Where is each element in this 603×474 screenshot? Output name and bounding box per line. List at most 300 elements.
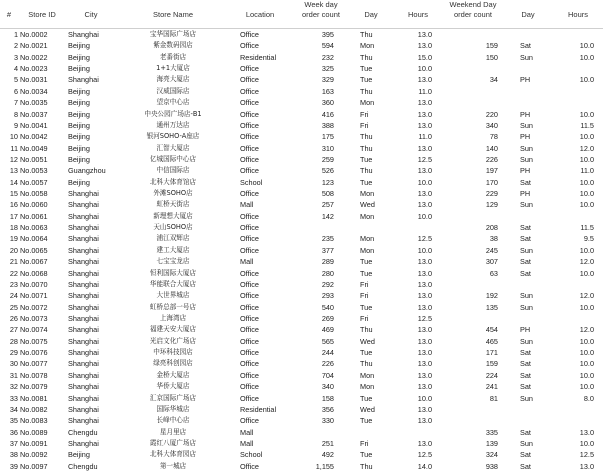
cell-weekend-day[interactable]: Sun xyxy=(520,291,533,301)
table-row[interactable] xyxy=(0,165,603,176)
cell-weekday-day[interactable]: Tue xyxy=(360,154,373,164)
cell-weekend-hours[interactable]: 10.0 xyxy=(579,302,594,312)
cell-weekday-day[interactable]: Wed xyxy=(360,404,375,414)
cell-weekday-hours[interactable]: 13.0 xyxy=(417,359,432,369)
header-weekday-day[interactable]: Day xyxy=(364,10,378,19)
cell-weekend-day[interactable]: Sat xyxy=(520,348,531,358)
cell-weekday-day[interactable]: Tue xyxy=(360,257,373,267)
cell-location[interactable]: Office xyxy=(240,64,259,74)
cell-city[interactable]: Shanghai xyxy=(68,257,99,267)
cell-weekday-day[interactable]: Mon xyxy=(360,245,375,255)
cell-store-name[interactable]: 浦江双辉店 xyxy=(156,234,190,243)
cell-weekend-hours[interactable]: 11.5 xyxy=(580,223,594,233)
cell-weekday-count[interactable]: 257 xyxy=(321,200,334,210)
cell-weekday-hours[interactable]: 13.0 xyxy=(417,143,432,153)
header-weekend-hours[interactable]: Hours xyxy=(567,10,588,19)
cell-row-index[interactable]: 13 xyxy=(9,166,18,176)
cell-weekday-count[interactable]: 360 xyxy=(321,98,334,108)
cell-city[interactable]: Shanghai xyxy=(68,393,99,403)
cell-location[interactable]: Mall xyxy=(240,427,254,437)
cell-store-id[interactable]: No.0097 xyxy=(20,461,48,471)
table-row[interactable] xyxy=(0,381,603,392)
cell-weekday-hours[interactable]: 13.0 xyxy=(417,120,432,130)
table-row[interactable] xyxy=(0,438,603,449)
cell-weekday-day[interactable]: Thu xyxy=(360,30,373,39)
cell-weekend-hours[interactable]: 8.0 xyxy=(583,393,594,403)
cell-weekday-count[interactable]: 226 xyxy=(321,359,334,369)
cell-store-id[interactable]: No.0041 xyxy=(20,120,48,130)
cell-weekday-count[interactable]: 540 xyxy=(321,302,334,312)
cell-store-name[interactable]: 恒利国际大厦店 xyxy=(149,268,197,277)
cell-city[interactable]: Beijing xyxy=(68,98,90,108)
cell-store-id[interactable]: No.0021 xyxy=(20,41,48,51)
cell-weekday-hours[interactable]: 13.0 xyxy=(417,41,432,51)
cell-weekend-hours[interactable]: 11.5 xyxy=(580,120,594,130)
cell-weekday-count[interactable]: 416 xyxy=(321,109,334,119)
cell-weekend-day[interactable]: Sat xyxy=(520,268,531,278)
cell-weekend-day[interactable]: Sat xyxy=(520,427,531,437)
cell-weekend-hours[interactable]: 12.5 xyxy=(579,450,594,460)
cell-weekend-day[interactable]: PH xyxy=(520,109,531,119)
cell-weekday-count[interactable]: 232 xyxy=(321,52,334,62)
cell-weekend-day[interactable]: Sun xyxy=(520,154,533,164)
cell-store-id[interactable]: No.0082 xyxy=(20,404,48,414)
cell-store-name[interactable]: 绿亮科创园店 xyxy=(153,359,193,368)
cell-weekend-hours[interactable]: 10.0 xyxy=(579,200,594,210)
cell-row-index[interactable]: 37 xyxy=(9,438,18,448)
cell-weekend-day[interactable]: Sun xyxy=(520,200,533,210)
cell-weekend-day[interactable]: Sat xyxy=(520,223,531,233)
cell-weekday-count[interactable]: 235 xyxy=(321,234,334,244)
cell-weekend-hours[interactable]: 12.0 xyxy=(579,257,594,267)
cell-city[interactable]: Shanghai xyxy=(68,200,99,210)
table-row[interactable] xyxy=(0,245,603,256)
cell-row-index[interactable]: 16 xyxy=(9,200,18,210)
cell-weekday-count[interactable]: 594 xyxy=(321,41,334,51)
cell-row-index[interactable]: 11 xyxy=(10,143,18,153)
cell-weekday-hours[interactable]: 13.0 xyxy=(417,438,432,448)
cell-store-id[interactable]: No.0073 xyxy=(20,314,48,323)
cell-row-index[interactable]: 27 xyxy=(9,325,18,335)
cell-weekday-day[interactable]: Thu xyxy=(360,325,373,335)
cell-city[interactable]: Beijing xyxy=(68,132,90,142)
cell-location[interactable]: Office xyxy=(240,120,259,130)
cell-row-index[interactable]: 9 xyxy=(13,120,18,130)
cell-location[interactable]: Office xyxy=(240,132,259,142)
header-weekday-order-count[interactable] xyxy=(290,0,352,19)
cell-store-name[interactable]: 金桥大厦店 xyxy=(156,370,190,379)
cell-weekday-day[interactable]: Tue xyxy=(360,348,373,358)
cell-weekend-count[interactable]: 170 xyxy=(485,177,498,187)
cell-weekend-hours[interactable]: 10.0 xyxy=(579,336,594,346)
cell-weekday-day[interactable]: Thu xyxy=(360,461,373,471)
cell-weekday-hours[interactable]: 13.0 xyxy=(417,189,432,199)
cell-weekday-day[interactable]: Wed xyxy=(360,336,375,346)
cell-weekday-hours[interactable]: 13.0 xyxy=(417,382,432,392)
cell-location[interactable]: Residential xyxy=(240,52,277,62)
cell-weekend-count[interactable]: 129 xyxy=(485,200,498,210)
cell-weekend-count[interactable]: 159 xyxy=(485,41,498,51)
cell-weekend-count[interactable]: 226 xyxy=(485,154,498,164)
cell-weekend-hours[interactable]: 10.0 xyxy=(579,370,594,380)
cell-city[interactable]: Shanghai xyxy=(68,75,99,85)
cell-row-index[interactable]: 31 xyxy=(9,370,18,380)
header-weekend-day[interactable]: Day xyxy=(521,10,535,19)
cell-city[interactable]: Shanghai xyxy=(68,189,99,199)
cell-store-id[interactable]: No.0037 xyxy=(20,109,48,119)
cell-weekday-day[interactable]: Mon xyxy=(360,234,375,244)
cell-location[interactable]: Office xyxy=(240,75,259,85)
cell-store-id[interactable]: No.0022 xyxy=(20,52,48,62)
cell-weekend-count[interactable]: 38 xyxy=(489,234,498,244)
cell-store-id[interactable]: No.0089 xyxy=(20,427,48,437)
cell-weekday-day[interactable]: Tue xyxy=(360,416,373,426)
cell-store-name[interactable]: 光启文化广场店 xyxy=(149,336,197,345)
cell-city[interactable]: Beijing xyxy=(68,177,90,187)
cell-weekday-hours[interactable]: 13.0 xyxy=(417,348,432,358)
cell-location[interactable]: Office xyxy=(240,86,259,96)
cell-store-id[interactable]: No.0075 xyxy=(20,336,48,346)
table-row[interactable] xyxy=(0,52,603,63)
cell-weekday-count[interactable]: 565 xyxy=(321,336,334,346)
cell-weekend-day[interactable]: Sat xyxy=(520,461,531,471)
table-row[interactable] xyxy=(0,74,603,85)
cell-store-name[interactable]: 华侨大厦店 xyxy=(156,382,190,391)
cell-store-name[interactable]: 新理想大厦店 xyxy=(153,211,193,220)
header-index[interactable]: # xyxy=(6,10,12,19)
cell-store-name[interactable]: 通州万达店 xyxy=(156,120,190,129)
cell-city[interactable]: Shanghai xyxy=(68,30,99,39)
cell-weekend-day[interactable]: PH xyxy=(520,75,531,85)
cell-location[interactable]: Mall xyxy=(240,438,254,448)
table-row[interactable] xyxy=(0,370,603,381)
cell-store-id[interactable]: No.0034 xyxy=(20,86,48,96)
cell-weekend-day[interactable]: Sun xyxy=(520,52,533,62)
cell-store-name[interactable]: 中环科技园店 xyxy=(153,348,193,357)
cell-city[interactable]: Shanghai xyxy=(68,314,99,323)
cell-weekend-day[interactable]: Sat xyxy=(520,450,531,460)
table-row[interactable] xyxy=(0,279,603,290)
cell-city[interactable]: Beijing xyxy=(68,64,90,74)
cell-weekday-hours[interactable]: 13.0 xyxy=(417,404,432,414)
cell-store-id[interactable]: No.0058 xyxy=(20,189,48,199)
cell-weekend-day[interactable]: Sun xyxy=(520,393,533,403)
cell-weekend-hours[interactable]: 10.0 xyxy=(579,154,594,164)
cell-weekend-count[interactable]: 171 xyxy=(485,348,498,358)
cell-row-index[interactable]: 30 xyxy=(9,359,18,369)
cell-location[interactable]: Residential xyxy=(240,404,277,414)
cell-weekday-day[interactable]: Tue xyxy=(360,302,373,312)
cell-weekday-hours[interactable]: 13.0 xyxy=(417,200,432,210)
table-row[interactable] xyxy=(0,256,603,267)
cell-city[interactable]: Shanghai xyxy=(68,382,99,392)
table-row[interactable] xyxy=(0,449,603,460)
cell-store-id[interactable]: No.0071 xyxy=(20,291,48,301)
cell-store-name[interactable]: 宝华国际广场店 xyxy=(149,30,197,38)
cell-weekend-count[interactable]: 229 xyxy=(485,189,498,199)
cell-weekend-day[interactable]: Sat xyxy=(520,359,531,369)
cell-city[interactable]: Beijing xyxy=(68,86,90,96)
table-row[interactable] xyxy=(0,199,603,210)
cell-weekday-hours[interactable]: 13.0 xyxy=(417,30,432,39)
cell-weekday-day[interactable]: Fri xyxy=(360,109,369,119)
cell-row-index[interactable]: 12 xyxy=(9,154,18,164)
cell-weekend-count[interactable]: 938 xyxy=(485,461,498,471)
cell-location[interactable]: Office xyxy=(240,279,259,289)
cell-row-index[interactable]: 5 xyxy=(13,75,18,85)
cell-location[interactable]: Office xyxy=(240,382,259,392)
cell-weekend-hours[interactable]: 10.0 xyxy=(579,189,594,199)
table-row[interactable] xyxy=(0,415,603,426)
cell-city[interactable]: Shanghai xyxy=(68,234,99,244)
table-row[interactable] xyxy=(0,109,603,120)
table-row[interactable] xyxy=(0,143,603,154)
cell-location[interactable]: Office xyxy=(240,189,259,199)
cell-location[interactable]: Office xyxy=(240,98,259,108)
cell-weekend-hours[interactable]: 9.5 xyxy=(583,234,594,244)
cell-store-id[interactable]: No.0031 xyxy=(20,75,48,85)
cell-location[interactable]: Office xyxy=(240,143,259,153)
table-row[interactable] xyxy=(0,358,603,369)
cell-weekday-hours[interactable]: 13.0 xyxy=(417,325,432,335)
cell-weekday-count[interactable]: 158 xyxy=(321,393,334,403)
cell-weekday-day[interactable]: Tue xyxy=(360,64,373,74)
cell-weekend-hours[interactable]: 13.0 xyxy=(579,427,594,437)
table-row[interactable] xyxy=(0,40,603,51)
cell-weekday-hours[interactable]: 10.0 xyxy=(417,64,432,74)
cell-store-id[interactable]: No.0023 xyxy=(20,64,48,74)
cell-store-name[interactable]: 汉威国际店 xyxy=(156,86,190,95)
cell-location[interactable]: Office xyxy=(240,268,259,278)
cell-store-name[interactable]: 北科大体育园店 xyxy=(149,450,197,459)
cell-store-name[interactable]: 福建天安大厦店 xyxy=(149,325,197,334)
cell-weekend-hours[interactable]: 13.0 xyxy=(579,461,594,471)
cell-row-index[interactable]: 10 xyxy=(9,132,18,142)
cell-weekday-hours[interactable]: 13.0 xyxy=(417,268,432,278)
cell-weekday-count[interactable]: 526 xyxy=(321,166,334,176)
cell-city[interactable]: Beijing xyxy=(68,109,90,119)
cell-row-index[interactable]: 17 xyxy=(9,211,18,221)
cell-city[interactable]: Shanghai xyxy=(68,404,99,414)
cell-weekday-hours[interactable]: 14.0 xyxy=(417,461,432,471)
table-row[interactable] xyxy=(0,131,603,142)
cell-weekend-count[interactable]: 465 xyxy=(485,336,498,346)
cell-city[interactable]: Guangzhou xyxy=(68,166,106,176)
cell-row-index[interactable]: 29 xyxy=(9,348,18,358)
cell-row-index[interactable]: 21 xyxy=(9,257,18,267)
cell-weekend-count[interactable]: 208 xyxy=(485,223,498,233)
cell-location[interactable]: Office xyxy=(240,302,259,312)
cell-weekend-count[interactable]: 150 xyxy=(485,52,498,62)
cell-row-index[interactable]: 15 xyxy=(9,189,18,199)
table-row[interactable] xyxy=(0,336,603,347)
cell-weekday-count[interactable]: 330 xyxy=(321,416,334,426)
table-row[interactable] xyxy=(0,211,603,222)
cell-store-id[interactable]: No.0064 xyxy=(20,234,48,244)
cell-weekday-day[interactable]: Tue xyxy=(360,177,373,187)
cell-location[interactable]: Office xyxy=(240,416,259,426)
header-city[interactable]: City xyxy=(84,10,98,19)
cell-row-index[interactable]: 14 xyxy=(9,177,18,187)
cell-row-index[interactable]: 6 xyxy=(13,86,18,96)
cell-weekday-count[interactable]: 704 xyxy=(321,370,334,380)
cell-weekday-count[interactable]: 469 xyxy=(321,325,334,335)
cell-weekend-hours[interactable]: 10.0 xyxy=(579,382,594,392)
table-row[interactable] xyxy=(0,222,603,233)
cell-store-id[interactable]: No.0078 xyxy=(20,370,48,380)
cell-location[interactable]: Office xyxy=(240,461,259,471)
cell-weekday-count[interactable]: 325 xyxy=(321,64,334,74)
cell-city[interactable]: Shanghai xyxy=(68,291,99,301)
cell-weekday-day[interactable]: Fri xyxy=(360,438,369,448)
cell-weekend-hours[interactable]: 10.0 xyxy=(579,438,594,448)
cell-weekend-day[interactable]: Sun xyxy=(520,120,533,130)
cell-weekday-hours[interactable]: 10.0 xyxy=(417,245,432,255)
cell-store-name[interactable]: 建工大厦店 xyxy=(156,245,190,254)
table-row[interactable] xyxy=(0,29,603,40)
cell-row-index[interactable]: 3 xyxy=(13,52,18,62)
cell-row-index[interactable]: 23 xyxy=(9,279,18,289)
cell-row-index[interactable]: 25 xyxy=(9,302,18,312)
cell-weekend-count[interactable]: 140 xyxy=(485,143,498,153)
table-row[interactable] xyxy=(0,290,603,301)
cell-store-name[interactable]: 银河SOHO-A座店 xyxy=(146,132,200,141)
cell-store-name[interactable]: 中信国际店 xyxy=(156,166,190,175)
cell-weekday-hours[interactable]: 13.0 xyxy=(417,291,432,301)
cell-store-name[interactable]: 华能联合大厦店 xyxy=(149,279,197,288)
cell-weekday-count[interactable]: 259 xyxy=(321,154,334,164)
cell-weekday-hours[interactable]: 12.5 xyxy=(417,314,432,323)
cell-store-id[interactable]: No.0057 xyxy=(20,177,48,187)
header-weekend-order-count[interactable] xyxy=(440,0,506,19)
cell-weekday-day[interactable]: Mon xyxy=(360,211,375,221)
cell-location[interactable]: Mall xyxy=(240,257,254,267)
cell-weekday-count[interactable]: 163 xyxy=(321,86,334,96)
cell-weekend-hours[interactable]: 10.0 xyxy=(579,109,594,119)
cell-weekday-hours[interactable]: 15.0 xyxy=(417,52,432,62)
cell-location[interactable]: Office xyxy=(240,154,259,164)
cell-weekday-hours[interactable]: 12.5 xyxy=(417,234,432,244)
cell-row-index[interactable]: 7 xyxy=(13,98,18,108)
cell-weekday-day[interactable]: Thu xyxy=(360,52,373,62)
cell-weekend-count[interactable]: 159 xyxy=(485,359,498,369)
cell-city[interactable]: Shanghai xyxy=(68,211,99,221)
table-row[interactable] xyxy=(0,461,603,472)
cell-store-id[interactable]: No.0049 xyxy=(20,143,48,153)
cell-city[interactable]: Shanghai xyxy=(68,325,99,335)
cell-row-index[interactable]: 4 xyxy=(13,64,18,74)
table-row[interactable] xyxy=(0,154,603,165)
cell-row-index[interactable]: 35 xyxy=(9,416,18,426)
cell-city[interactable]: Beijing xyxy=(68,450,90,460)
cell-weekend-day[interactable]: Sat xyxy=(520,370,531,380)
cell-store-name[interactable]: 虹桥天街店 xyxy=(156,200,190,209)
cell-store-id[interactable]: No.0068 xyxy=(20,268,48,278)
cell-weekday-hours[interactable]: 13.0 xyxy=(417,98,432,108)
cell-store-name[interactable]: 长峰中心店 xyxy=(156,416,190,425)
cell-weekend-day[interactable]: Sun xyxy=(520,245,533,255)
cell-city[interactable]: Beijing xyxy=(68,52,90,62)
cell-store-id[interactable]: No.0074 xyxy=(20,325,48,335)
table-row[interactable] xyxy=(0,393,603,404)
cell-store-id[interactable]: No.0065 xyxy=(20,245,48,255)
cell-store-name[interactable]: 亿城国际中心店 xyxy=(149,154,197,163)
cell-store-id[interactable]: No.0042 xyxy=(20,132,48,142)
cell-weekday-day[interactable]: Thu xyxy=(360,86,373,96)
cell-weekend-hours[interactable]: 10.0 xyxy=(579,132,594,142)
cell-weekend-day[interactable]: Sat xyxy=(520,41,531,51)
cell-store-id[interactable]: No.0072 xyxy=(20,302,48,312)
table-row[interactable] xyxy=(0,313,603,324)
cell-weekend-hours[interactable]: 10.0 xyxy=(579,52,594,62)
cell-weekend-day[interactable]: Sat xyxy=(520,234,531,244)
cell-city[interactable]: Chengdu xyxy=(68,427,98,437)
cell-weekend-count[interactable]: 340 xyxy=(485,120,498,130)
cell-weekday-count[interactable]: 1,155 xyxy=(315,461,334,471)
cell-weekday-hours[interactable]: 13.0 xyxy=(417,336,432,346)
cell-store-id[interactable]: No.0061 xyxy=(20,211,48,221)
cell-weekday-day[interactable]: Thu xyxy=(360,359,373,369)
cell-store-name[interactable]: 1+1大厦店 xyxy=(156,64,190,73)
cell-weekday-count[interactable]: 310 xyxy=(321,143,334,153)
cell-row-index[interactable]: 22 xyxy=(9,268,18,278)
cell-weekday-day[interactable]: Thu xyxy=(360,132,373,142)
cell-weekday-count[interactable]: 293 xyxy=(321,291,334,301)
cell-row-index[interactable]: 8 xyxy=(13,109,18,119)
cell-weekday-hours[interactable]: 12.5 xyxy=(417,450,432,460)
table-row[interactable] xyxy=(0,97,603,108)
cell-city[interactable]: Shanghai xyxy=(68,370,99,380)
cell-weekend-hours[interactable]: 10.0 xyxy=(579,41,594,51)
cell-weekend-count[interactable]: 135 xyxy=(485,302,498,312)
table-row[interactable] xyxy=(0,268,603,279)
cell-weekend-day[interactable]: Sun xyxy=(520,336,533,346)
cell-store-id[interactable]: No.0002 xyxy=(20,30,48,39)
cell-city[interactable]: Shanghai xyxy=(68,416,99,426)
cell-weekday-count[interactable]: 175 xyxy=(321,132,334,142)
cell-weekend-day[interactable]: Sat xyxy=(520,382,531,392)
cell-weekday-hours[interactable]: 13.0 xyxy=(417,302,432,312)
cell-city[interactable]: Chengdu xyxy=(68,461,98,471)
cell-store-name[interactable]: 霞红八厦广场店 xyxy=(149,438,197,447)
cell-city[interactable]: Shanghai xyxy=(68,302,99,312)
cell-city[interactable]: Shanghai xyxy=(68,348,99,358)
cell-weekend-day[interactable]: PH xyxy=(520,189,531,199)
cell-weekday-day[interactable]: Fri xyxy=(360,279,369,289)
cell-store-name[interactable]: 中央公园广场店-B1 xyxy=(144,109,202,118)
cell-city[interactable]: Beijing xyxy=(68,120,90,130)
cell-weekday-count[interactable]: 508 xyxy=(321,189,334,199)
cell-weekday-count[interactable]: 492 xyxy=(321,450,334,460)
cell-city[interactable]: Beijing xyxy=(68,154,90,164)
cell-weekend-hours[interactable]: 10.0 xyxy=(579,359,594,369)
cell-row-index[interactable]: 32 xyxy=(9,382,18,392)
cell-weekday-day[interactable]: Mon xyxy=(360,370,375,380)
cell-weekday-day[interactable]: Wed xyxy=(360,200,375,210)
cell-city[interactable]: Shanghai xyxy=(68,245,99,255)
table-row[interactable] xyxy=(0,404,603,415)
cell-weekend-count[interactable]: 307 xyxy=(485,257,498,267)
cell-store-id[interactable]: No.0070 xyxy=(20,279,48,289)
cell-weekday-day[interactable]: Tue xyxy=(360,268,373,278)
header-store-name[interactable]: Store Name xyxy=(152,10,194,19)
cell-row-index[interactable]: 38 xyxy=(9,450,18,460)
cell-store-id[interactable]: No.0091 xyxy=(20,438,48,448)
cell-weekend-day[interactable]: Sat xyxy=(520,257,531,267)
cell-row-index[interactable]: 18 xyxy=(9,223,18,233)
table-row[interactable] xyxy=(0,302,603,313)
cell-city[interactable]: Shanghai xyxy=(68,279,99,289)
